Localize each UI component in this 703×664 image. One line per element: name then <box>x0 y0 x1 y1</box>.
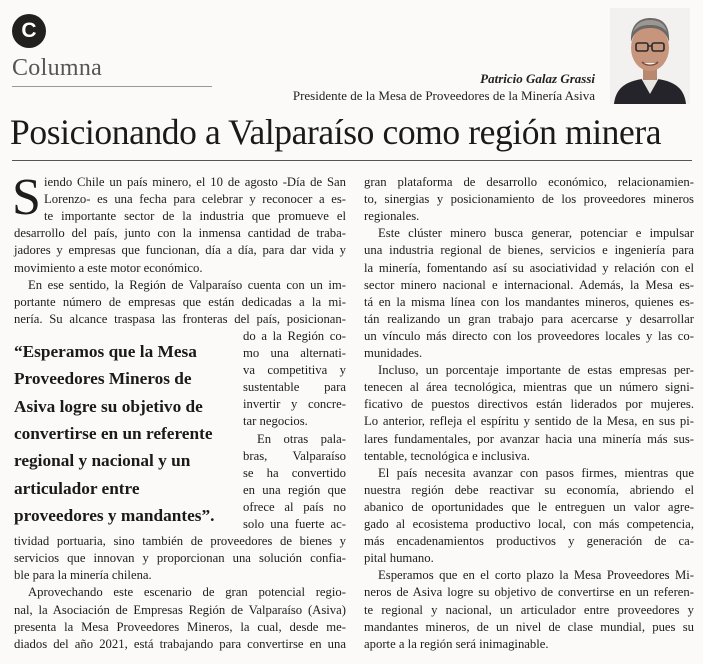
pull-quote-line: proveedores y mandantes”. <box>14 505 215 525</box>
body-line: sector minero nacional e internacional. Además, la Mesa es- <box>364 277 694 292</box>
body-line: en una región que <box>243 482 346 497</box>
body-line: sustentable para <box>243 380 346 395</box>
body-line: nuestra región debe reactivar su economía, abriendo el <box>364 482 694 497</box>
body-line: tán realizando un gran trabajo para acercarse y desarrollar <box>364 311 694 326</box>
body-line: mo una alternati- <box>243 346 346 360</box>
body-line: tá en la misma línea con los mandantes mineros, quienes es- <box>364 294 694 309</box>
body-line: portante número de empresas que están dedicadas a la mi- <box>14 294 346 309</box>
body-line: servicios que innovan y proporcionan una solución confia- <box>14 551 346 566</box>
body-line: Aprovechando este escenario de gran potencial regio- <box>28 585 346 600</box>
body-line: ficativo de puestos directivos están liderados por mujeres. <box>364 397 694 412</box>
body-line: ble para la minería chilena. <box>14 568 152 583</box>
body-line: tar negocios. <box>243 414 308 429</box>
body-line: gran plataforma de desarrollo económico, relacionamien- <box>364 175 694 189</box>
body-line: Esperamos que en el corto plazo la Mesa Proveedores Mi- <box>378 568 694 583</box>
body-line: Incluso, un porcentaje importante de estas empresas per- <box>378 363 694 378</box>
body-line: solo una fuerte ac- <box>243 517 346 531</box>
author-role: Presidente de la Mesa de Proveedores de la Minería Asiva <box>292 88 595 103</box>
body-line: tividad portuaria, sino también de proveedores de bienes y <box>14 534 346 549</box>
body-line: neros de Asiva logre su objetivo de convertirse en un referen- <box>364 585 694 600</box>
headline-divider <box>12 160 692 161</box>
body-line: te importante sector de la industria que promueve el <box>44 209 346 224</box>
pull-quote-line: “Esperamos que la Mesa <box>14 342 197 361</box>
body-line: ofrece al país no <box>243 499 346 514</box>
section-divider <box>12 86 212 87</box>
body-line: pital humano. <box>364 551 434 566</box>
body-line: una industria regional de bienes, servicios e ingeniería para <box>364 243 694 258</box>
body-line: iendo Chile un país minero, el 10 de agosto -Día de San <box>44 175 346 189</box>
body-line: mandantes mineros, de un nivel de clase mundial, pues su <box>364 619 694 634</box>
body-line: movimiento a este motor económico. <box>14 260 203 275</box>
body-line: En otras pala- <box>257 431 346 446</box>
body-line: te regional y nacional, un articulador entre proveedores y <box>364 602 694 617</box>
pull-quote-line: articulador entre <box>14 478 140 498</box>
body-line: nal, la Asociación de Empresas Región de Valparaíso (Asiva) <box>14 602 346 617</box>
drop-cap: S <box>12 169 41 226</box>
body-line: tentable, tecnológica e inclusiva. <box>364 448 530 463</box>
body-line: se ha convertido <box>243 465 346 480</box>
body-line: jadores y empresas que funcionan, día a día, para dar vida y <box>14 243 346 258</box>
body-line: gado al ecosistema productivo local, con más competencia, <box>364 517 694 531</box>
body-line: lares fundamentales, por avanzar hacia una minería más sus- <box>364 431 694 446</box>
body-line: desarrollo del país, junto con la inmensa cantidad de traba- <box>14 226 346 241</box>
article-headline: Posicionando a Valparaíso como región minera <box>10 112 662 152</box>
body-line: abanico de oportunidades que le entreguen un valor agre- <box>364 499 694 514</box>
pull-quote-line: Proveedores Mineros de <box>14 369 192 389</box>
body-line: tenecen al área tecnológica, mientras que un número signi- <box>364 380 694 395</box>
body-line: va competitiva y <box>243 363 346 378</box>
body-line: regionales. <box>364 209 420 224</box>
body-line: Lorenzo- es una fecha para celebrar y reconocer a es- <box>44 192 346 207</box>
body-line: to, sinergias y posicionamiento de los proveedores mineros <box>364 192 694 207</box>
body-line: nería. Su alcance traspasa las fronteras del país, posicionan- <box>14 311 346 326</box>
pull-quote-line: regional y nacional y un <box>14 451 191 471</box>
author-name: Patricio Galaz Grassi <box>480 71 595 86</box>
body-line: En ese sentido, la Región de Valparaíso cuenta con un im- <box>28 277 346 292</box>
body-line: munidades. <box>364 346 423 360</box>
author-portrait <box>610 8 690 104</box>
pull-quote-line: Asiva logre su objetivo de <box>14 396 203 416</box>
body-line: más encadenamientos productivos y generación de ca- <box>364 534 694 549</box>
pull-quote-line: convertirse en un referente <box>14 423 213 443</box>
body-line: bras, Valparaíso <box>243 448 346 463</box>
body-line: El país necesita avanzar con pasos firmes, mientras que <box>378 465 694 480</box>
body-line: un vínculo más directo con los proveedores locales y las co- <box>364 328 694 343</box>
body-line: Este clúster minero busca generar, potenciar e impulsar <box>378 226 694 241</box>
body-line: aporte a la región será inimaginable. <box>364 636 549 651</box>
section-label: Columna <box>12 55 103 81</box>
body-line: Lo anterior, refleja el espíritu y sentido de la Mesa, en sus pi- <box>364 414 694 429</box>
body-line: presenta la Mesa Proveedores Mineros, la cual, desde me- <box>14 619 346 634</box>
column-badge: C <box>12 14 46 48</box>
body-line: diados del año 2021, está trabajando para convertirse en una <box>14 636 346 651</box>
body-line: invertir y concre- <box>243 397 346 412</box>
body-line: do a la Región co- <box>243 328 346 343</box>
body-line: la minería, fomentando así su asociatividad y relación con el <box>364 260 694 275</box>
